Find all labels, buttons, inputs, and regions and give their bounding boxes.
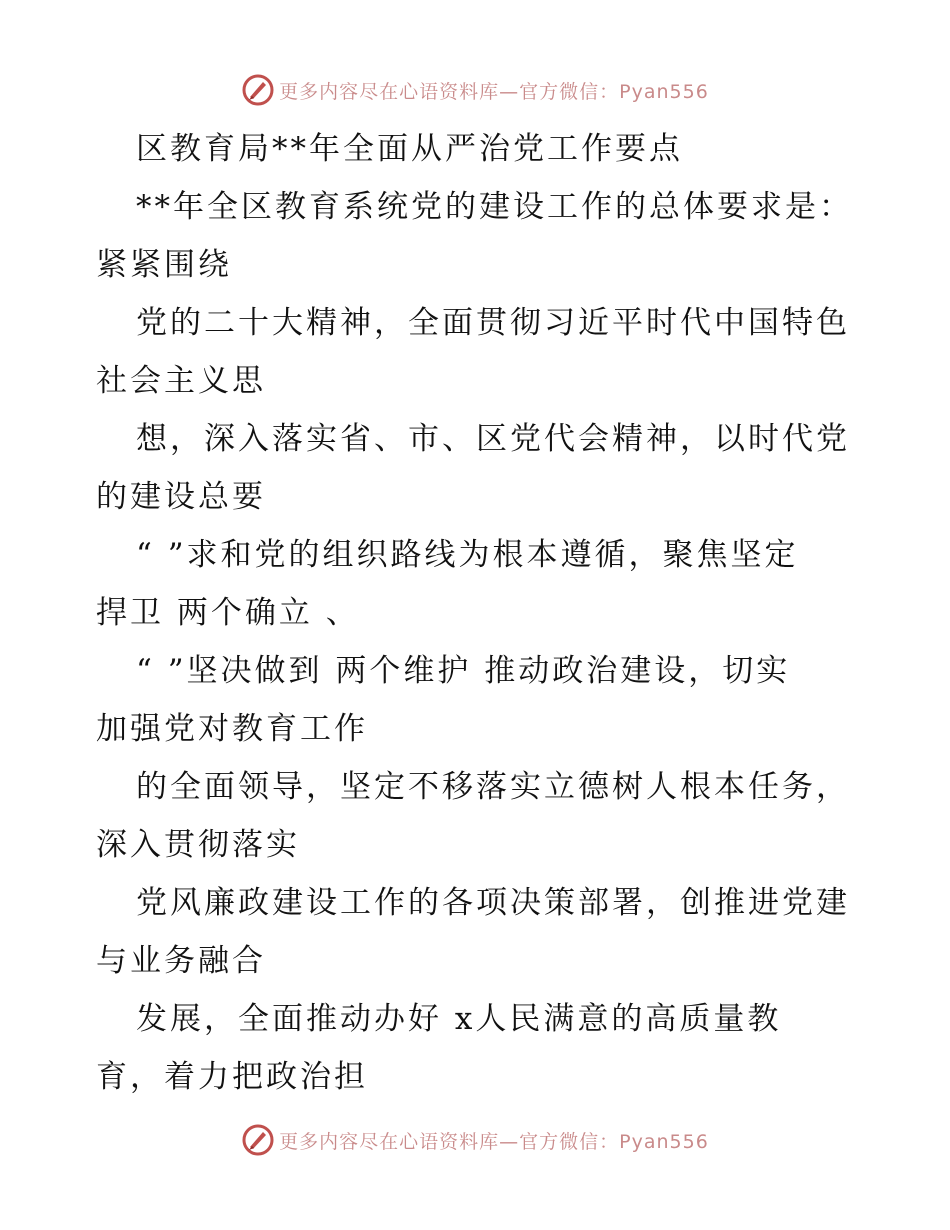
document-body [96, 120, 856, 1106]
document-line: 深入贯彻落实 [96, 827, 300, 863]
document-line: 党风廉政建设工作的各项决策部署，创推进党建 [136, 885, 850, 921]
document-line: 捍卫 两个确立 、 [96, 595, 360, 631]
watermark-banner-top [0, 70, 950, 110]
document-line: 的全面领导，坚定不移落实立德树人根本任务， [136, 769, 850, 805]
watermark-text: 更多内容尽在心语资料库—官方微信：Pyan556 [279, 1130, 709, 1153]
document-line: “ ”坚决做到 两个维护 推动政治建设，切实 [136, 653, 791, 689]
document-line: 党的二十大精神，全面贯彻习近平时代中国特色 [136, 305, 850, 341]
document-line: 与业务融合 [96, 943, 266, 979]
document-line: 育，着力把政治担 [96, 1059, 368, 1095]
document-line: 社会主义思 [96, 363, 266, 399]
document-line: **年全区教育系统党的建设工作的总体要求是： [136, 189, 853, 225]
document-line: 发展，全面推动办好 x人民满意的高质量教 [136, 1001, 782, 1037]
document-line: 想，深入落实省、市、区党代会精神，以时代党 [136, 421, 850, 457]
document-line: “ ”求和党的组织路线为根本遵循，聚焦坚定 [136, 537, 799, 573]
brush-logo-icon [241, 73, 275, 107]
document-line: 紧紧围绕 [96, 247, 232, 283]
document-title: 区教育局**年全面从严治党工作要点 [136, 131, 683, 167]
watermark-banner-bottom [0, 1120, 950, 1160]
brush-logo-icon [241, 1123, 275, 1157]
document-line: 的建设总要 [96, 479, 266, 515]
document-line: 加强党对教育工作 [96, 711, 368, 747]
watermark-text: 更多内容尽在心语资料库—官方微信：Pyan556 [279, 80, 709, 103]
